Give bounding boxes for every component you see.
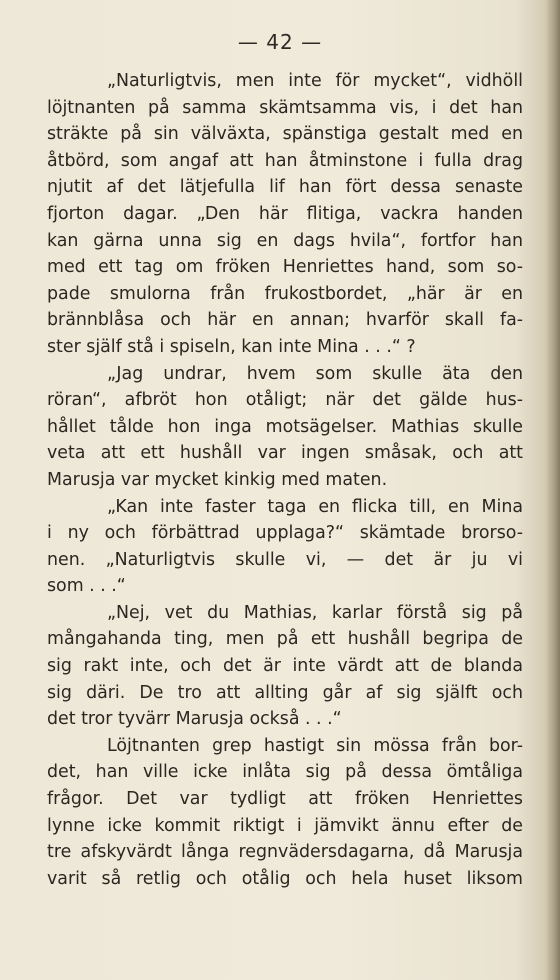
body-text: [47, 68, 523, 892]
text-line: „Naturligtvis, men inte för mycket“, vidhöll: [107, 71, 523, 91]
text-line: pade smulorna från frukostbordet, „här är en: [47, 283, 523, 304]
text-line: nen. „Naturligtvis skulle vi, — det är ju vi: [47, 549, 523, 570]
page-number: — 42 —: [237, 30, 323, 54]
text-line: „Nej, vet du Mathias, karlar förstå sig på: [107, 602, 523, 623]
text-line: röran“, afbröt hon otåligt; när det gälde hus-: [47, 390, 523, 411]
text-line: lynne icke kommit riktigt i jämvikt ännu efter de: [47, 815, 523, 836]
text-line: Löjtnanten grep hastigt sin mössa från bor-: [107, 735, 523, 756]
text-line: sig rakt inte, och det är inte värdt att de blanda: [47, 656, 523, 677]
text-line: sträkte på sin välväxta, spänstiga gestalt med en: [47, 124, 523, 145]
text-line: åtbörd, som angaf att han åtminstone i fulla drag: [47, 150, 523, 171]
text-line: veta att ett hushåll var ingen småsak, och att: [47, 443, 523, 464]
text-line: löjtnanten på samma skämtsamma vis, i det han: [47, 97, 523, 118]
text-line: i ny och förbättrad upplaga?“ skämtade brorso-: [47, 523, 523, 544]
text-line: mångahanda ting, men på ett hushåll begripa de: [47, 629, 523, 650]
text-line: ster själf stå i spiseln, kan inte Mina . . .“ ?: [47, 336, 416, 357]
text-line: frågor. Det var tydligt att fröken Henriettes: [47, 789, 523, 810]
text-line: som . . .“: [47, 576, 126, 597]
text-line: „Jag undrar, hvem som skulle äta den: [107, 363, 523, 384]
text-line: njutit af det lätjefulla lif han fört dessa senaste: [47, 177, 523, 198]
text-line: varit så retlig och otålig och hela huset liksom: [47, 868, 523, 889]
text-line: det tror tyvärr Marusja också . . .“: [47, 709, 342, 730]
text-line: fjorton dagar. „Den här flitiga, vackra handen: [47, 203, 523, 224]
text-line: det, han ville icke inlåta sig på dessa ömtåliga: [47, 762, 523, 783]
page-edge-shadow: [546, 0, 560, 980]
text-line: sig däri. De tro att allting går af sig själft och: [47, 682, 523, 703]
text-line: hållet tålde hon inga motsägelser. Mathias skulle: [47, 416, 523, 437]
text-line: med ett tag om fröken Henriettes hand, som so-: [47, 257, 523, 278]
text-line: „Kan inte faster taga en flicka till, en Mina: [107, 496, 523, 517]
text-line: brännblåsa och här en annan; hvarför skall fa-: [47, 310, 523, 331]
text-line: Marusja var mycket kinkig med maten.: [47, 469, 388, 490]
text-line: tre afskyvärdt långa regnvädersdagarna, då Marusja: [47, 842, 523, 863]
text-line: kan gärna unna sig en dags hvila“, fortfor han: [47, 230, 523, 251]
